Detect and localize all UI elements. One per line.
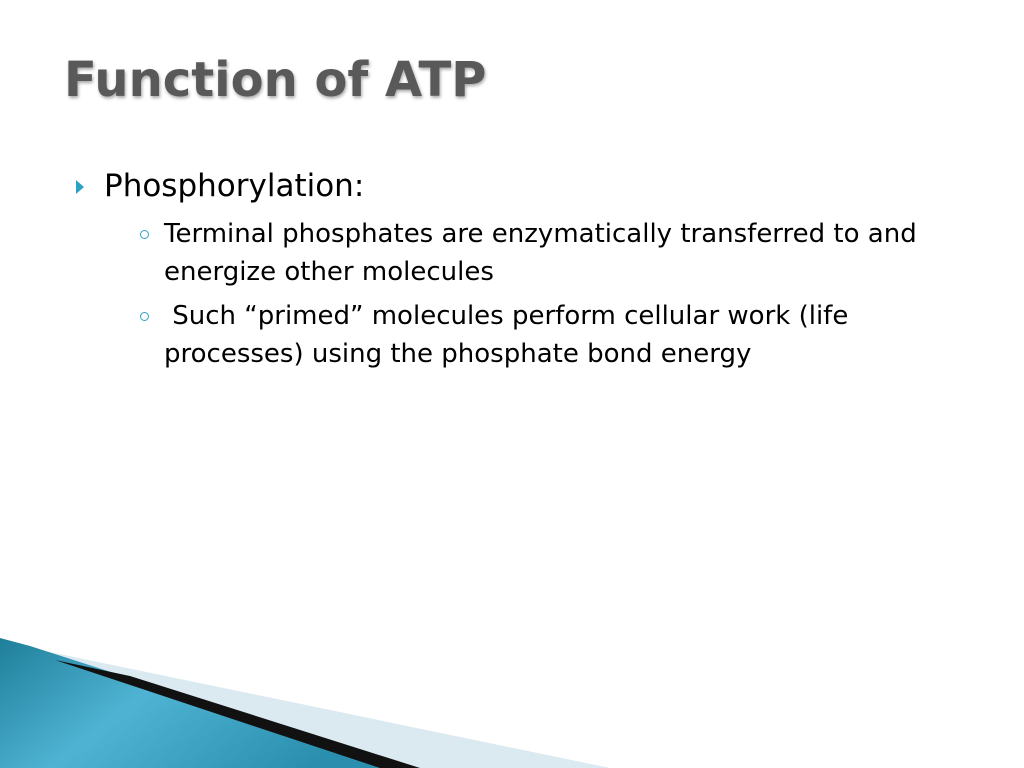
sub-bullet-primed-molecules xyxy=(104,297,972,373)
sub-bullet-text: Terminal phosphates are enzymatically transferred to and energize other molecules xyxy=(164,219,917,288)
hollow-circle-icon xyxy=(140,312,149,321)
triangle-right-icon xyxy=(76,180,84,194)
slide-title: Function of ATP xyxy=(64,52,487,108)
bullet-phosphorylation xyxy=(72,168,972,373)
slide-content xyxy=(72,168,972,379)
sub-bullet-text: Such “primed” molecules perform cellular work (life processes) using the phosphate bond energy xyxy=(164,301,857,370)
bullet-label: Phosphorylation: xyxy=(104,168,365,204)
corner-swoosh-decoration xyxy=(0,638,1024,768)
hollow-circle-icon xyxy=(140,230,149,239)
sub-bullet-terminal-phosphates xyxy=(104,215,972,291)
sub-bullet-list xyxy=(104,215,972,373)
